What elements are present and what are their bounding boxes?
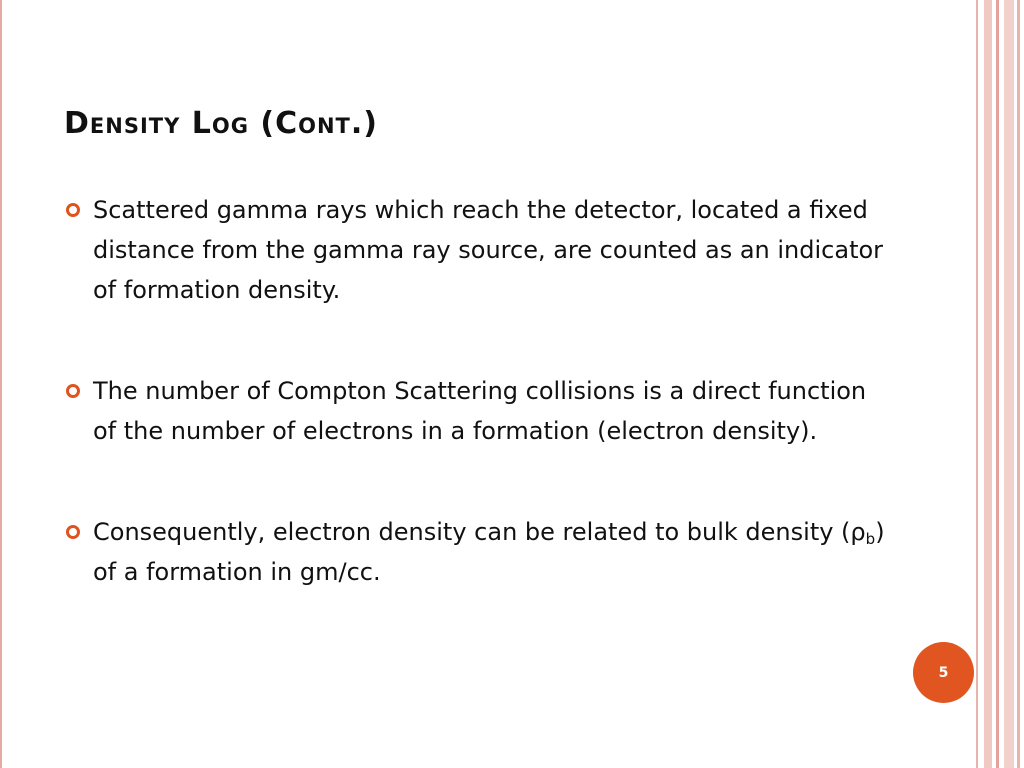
right-stripe (984, 0, 992, 768)
left-border (0, 0, 2, 768)
page-number-badge (913, 642, 974, 703)
bullet-text-end: ) of a formation in gm/cc. (93, 518, 885, 586)
bullet-text: The number of Compton Scattering collisions is a direct function of the number of electrons in a formation (electron density). (93, 377, 867, 445)
bullet-ring-icon (66, 203, 80, 217)
bullet-item (66, 371, 886, 451)
bullet-ring-icon (66, 525, 80, 539)
right-stripe (976, 0, 978, 768)
right-stripe (1004, 0, 1014, 768)
right-stripe (996, 0, 999, 768)
bulk-density-subscript: b (865, 530, 876, 548)
slide-title: Density Log (Cont.) (64, 106, 378, 141)
bullet-text-start: Consequently, electron density can be related to bulk density (ρ (93, 518, 866, 546)
right-stripe (1017, 0, 1020, 768)
bullet-list (66, 190, 886, 592)
bullet-ring-icon (66, 384, 80, 398)
bullet-item (66, 190, 886, 310)
bullet-text: Scattered gamma rays which reach the detector, located a fixed distance from the gamma ray source, are counted as an indicator of formation density. (93, 196, 884, 304)
page-number: 5 (938, 664, 949, 681)
bullet-item (66, 512, 886, 592)
